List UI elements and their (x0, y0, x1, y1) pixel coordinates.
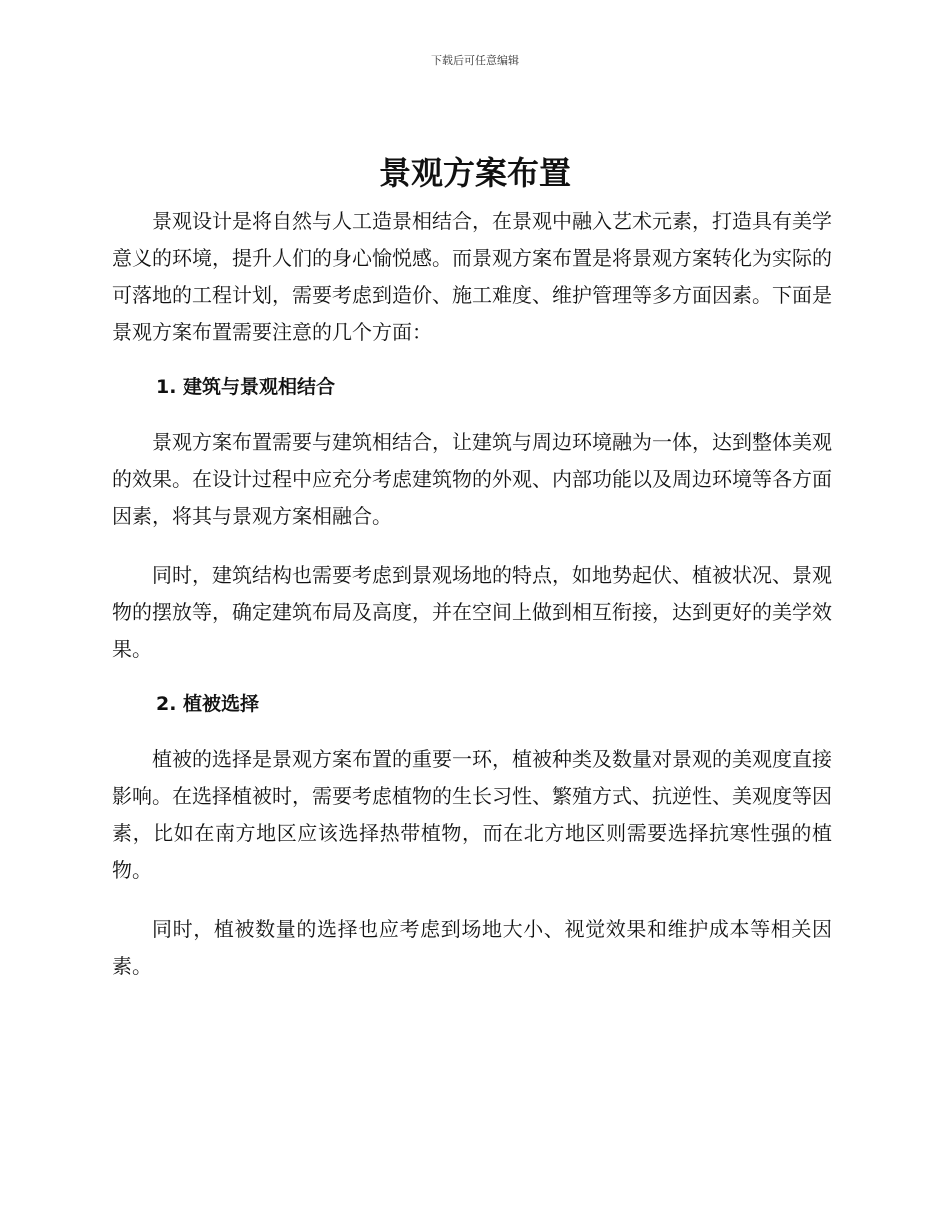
section-2-paragraph-2: 同时，植被数量的选择也应考虑到场地大小、视觉效果和维护成本等相关因素。 (112, 917, 832, 978)
intro-paragraph: 景观设计是将自然与人工造景相结合，在景观中融入艺术元素，打造具有美学意义的环境，提升人们的身心愉悦感。而景观方案布置是将景观方案转化为实际的可落地的工程计划，需要考虑到造价、施工难度、维护管理等多方面因素。下面是景观方案布置需要注意的几个方面： (112, 209, 832, 344)
section-1-heading: 1. 建筑与景观相结合 (156, 376, 336, 398)
section-1-paragraph-2: 同时，建筑结构也需要考虑到景观场地的特点，如地势起伏、植被状况、景观物的摆放等，确定建筑布局及高度，并在空间上做到相互衔接，达到更好的美学效果。 (112, 563, 832, 661)
page-header-note: 下载后可任意编辑 (431, 54, 519, 67)
document-title: 景观方案布置 (378, 154, 571, 192)
section-2-paragraph-1: 植被的选择是景观方案布置的重要一环，植被种类及数量对景观的美观度直接影响。在选择植被时，需要考虑植物的生长习性、繁殖方式、抗逆性、美观度等因素，比如在南方地区应该选择热带植物，而在北方地区则需要选择抗寒性强的植物。 (112, 747, 832, 882)
section-2-heading: 2. 植被选择 (156, 693, 260, 715)
document-body (112, 203, 832, 1007)
section-1-paragraph-1: 景观方案布置需要与建筑相结合，让建筑与周边环境融为一体，达到整体美观的效果。在设计过程中应充分考虑建筑物的外观、内部功能以及周边环境等各方面因素，将其与景观方案相融合。 (112, 430, 832, 528)
